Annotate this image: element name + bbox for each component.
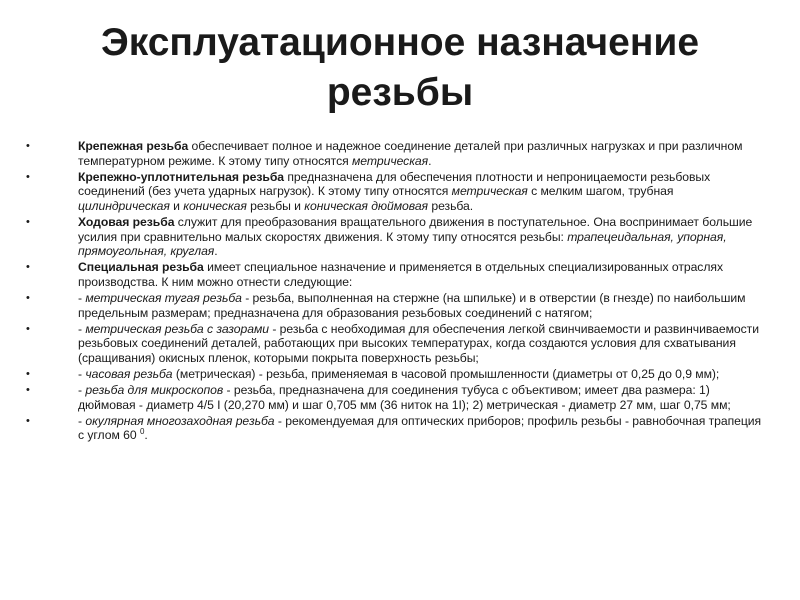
item-emphasis: трапецеидальная, упорная, прямоугольная, круглая: [78, 229, 727, 259]
list-item-microscope-thread: [26, 383, 766, 412]
item-text: - рекомендуемая для оптических приборов; профиль резьбы - равнобочная трапеция с углом 60: [78, 413, 762, 443]
bullet-icon: •: [26, 170, 30, 183]
item-emphasis: метрическая: [451, 184, 528, 199]
item-dash: -: [78, 290, 86, 305]
item-emphasis: метрическая: [352, 153, 429, 168]
item-text: .: [428, 153, 432, 168]
item-emphasis: коническая дюймовая: [304, 198, 429, 213]
list-item-clearance-metric-thread: [26, 322, 766, 366]
item-text: с мелким шагом, трубная: [527, 184, 674, 199]
list-item-special-thread: [26, 260, 766, 289]
slide-body: [26, 139, 766, 444]
bullet-icon: •: [26, 215, 30, 228]
thread-types-list: [26, 139, 766, 443]
term-sealing-thread: Крепежно-уплотнительная резьба: [78, 169, 285, 184]
item-text: - резьба, выполненная на стержне (на шпильке) и в отверстии (в гнезде) по наибольшим предельным размерам; предназначена для образования резьбовых соединений с натягом;: [78, 290, 746, 320]
item-emphasis: метрическая тугая резьба: [85, 290, 242, 305]
slide-title: [40, 18, 760, 118]
item-text: служит для преобразования вращательного движения в поступательное. Она воспринимает большие усилия при сравнительно малых скоростях движения. К этому типу относятся резьбы:: [78, 214, 753, 244]
item-dash: -: [78, 383, 86, 397]
term-running-thread: Ходовая резьба: [78, 214, 175, 229]
item-emphasis: метрическая резьба с зазорами: [85, 321, 269, 336]
item-text: и: [169, 198, 184, 213]
list-item-watch-thread: [26, 367, 766, 382]
item-emphasis: цилиндрическая: [78, 198, 170, 213]
item-text: - резьба с необходимая для обеспечения легкой свинчиваемости и развинчиваемости резьбовых соединений деталей, работающих при высоких температурах, когда создаются условия для схватывания (сращивания) окисных пленок, которыми покрыта поверхность резьбы;: [78, 321, 759, 365]
list-item-tight-metric-thread: [26, 291, 766, 320]
bullet-icon: •: [26, 384, 30, 396]
item-dash: -: [78, 321, 86, 336]
item-dash: -: [78, 366, 86, 381]
bullet-icon: •: [26, 414, 30, 427]
list-item-fastening-thread: [26, 139, 766, 168]
item-emphasis: окулярная многозаходная резьба: [85, 413, 275, 428]
item-text: .: [214, 244, 218, 259]
item-text: (метрическая) - резьба, применяемая в часовой промышленности (диаметры от 0,25 до 0,9 мм);: [172, 366, 720, 381]
title-line-1: Эксплуатационное назначение: [100, 21, 700, 64]
item-text: имеет специальное назначение и применяется в отдельных специализированных отраслях производства. К ним можно отнести следующие:: [78, 260, 724, 289]
bullet-icon: •: [26, 367, 30, 380]
item-text: .: [144, 428, 148, 443]
term-special-thread: Специальная резьба: [78, 260, 204, 275]
degree-superscript: 0: [139, 427, 145, 437]
list-item-running-thread: [26, 215, 766, 259]
item-text: предназначена для обеспечения плотности и непроницаемости резьбовых соединений (без учета ударных нагрузок). К этому типу относятся: [78, 169, 711, 199]
bullet-icon: •: [26, 140, 30, 152]
item-text: обеспечивает полное и надежное соединение деталей при различных нагрузках и при различном температурном режиме. К этому типу относятся: [78, 139, 743, 168]
item-dash: -: [78, 413, 86, 428]
item-text: - резьба, предназначена для соединения тубуса с объективом; имеет два размера: 1) дюймовая - диаметр 4/5 I (20,270 мм) и шаг 0,705 мм (36 ниток на 1I); 2) метрическая - диаметр 27 мм, шаг 0,75 мм;: [78, 383, 731, 412]
bullet-icon: •: [26, 322, 30, 335]
bullet-icon: •: [26, 291, 30, 304]
item-emphasis: коническая: [183, 198, 247, 213]
item-text: резьба.: [428, 198, 474, 213]
item-emphasis: резьба для микроскопов: [85, 383, 224, 397]
term-fastening-thread: Крепежная резьба: [78, 139, 189, 153]
item-text: резьбы и: [246, 198, 305, 213]
bullet-icon: •: [26, 261, 30, 274]
list-item-eyepiece-thread: [26, 414, 766, 443]
title-line-2: резьбы: [326, 71, 474, 114]
item-emphasis: часовая резьба: [85, 366, 173, 381]
list-item-sealing-thread: [26, 170, 766, 214]
